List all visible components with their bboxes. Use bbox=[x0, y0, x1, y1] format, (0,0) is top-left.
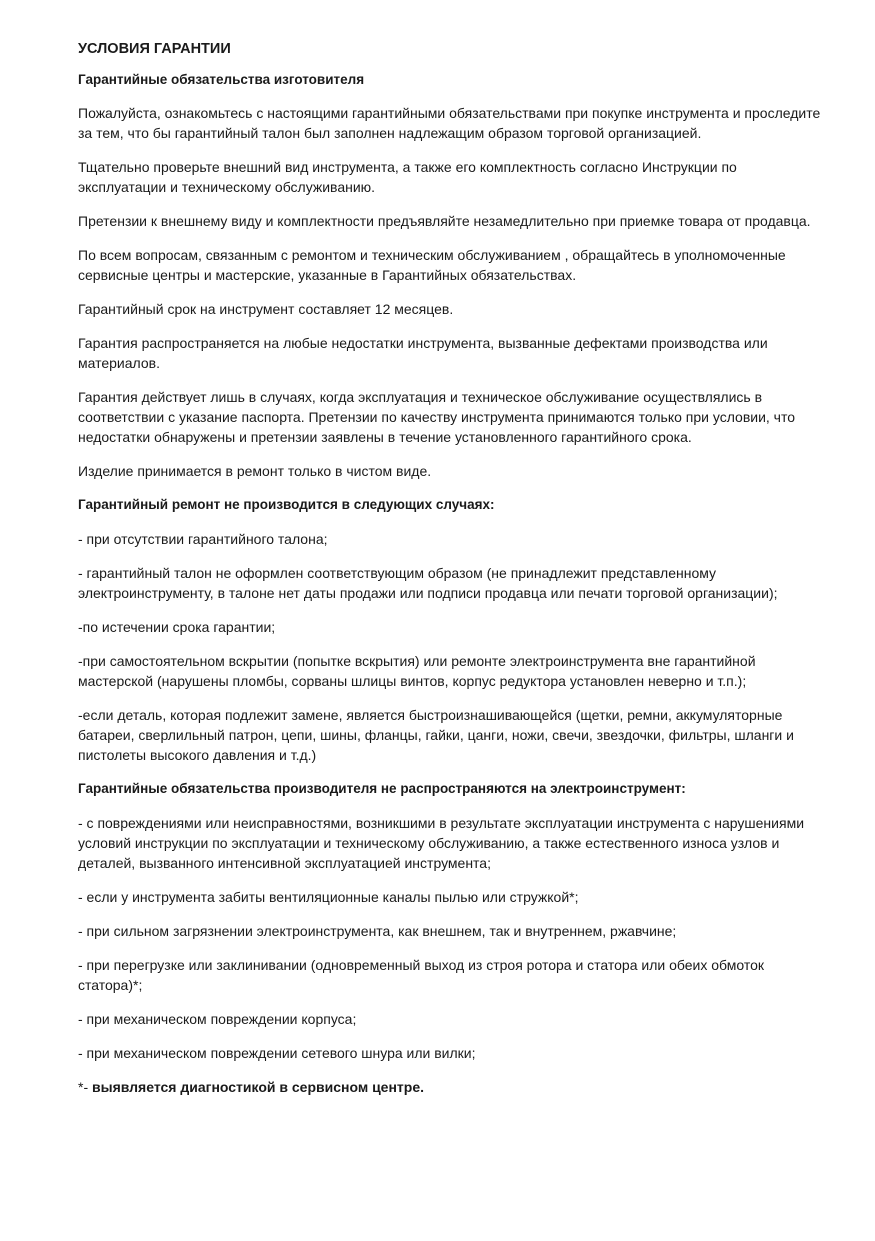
intro-paragraph: Тщательно проверьте внешний вид инструмента, а также его комплектность согласно Инструкции по эксплуатации и техническому обслуживанию. bbox=[78, 159, 737, 195]
list-item: -по истечении срока гарантии; bbox=[78, 619, 276, 635]
intro-paragraph: По всем вопросам, связанным с ремонтом и техническим обслуживанием , обращайтесь в уполномоченные сервисные центры и мастерские, указанные в Гарантийных обязательствах. bbox=[78, 247, 786, 283]
intro-paragraph: Гарантийный срок на инструмент составляет 12 месяцев. bbox=[78, 301, 454, 317]
intro-paragraph: Пожалуйста, ознакомьтесь с настоящими гарантийными обязательствами при покупке инструмента и проследите за тем, что бы гарантийный талон был заполнен надлежащим образом торговой организацией. bbox=[78, 105, 821, 141]
intro-paragraph: Изделие принимается в ремонт только в чистом виде. bbox=[78, 463, 432, 479]
intro-paragraph: Гарантия распространяется на любые недостатки инструмента, вызванные дефектами производства или материалов. bbox=[78, 335, 768, 371]
list-item: -если деталь, которая подлежит замене, является быстроизнашивающейся (щетки, ремни, аккумуляторные батареи, сверлильный патрон, цепи, шины, фланцы, гайки, цанги, ножи, свечи, звездочки, фильтры, шланги и пистолеты высокого давления и т.д.) bbox=[78, 707, 794, 763]
list-item: - при отсутствии гарантийного талона; bbox=[78, 531, 328, 547]
list-item: - если у инструмента забиты вентиляционные каналы пылью или стружкой*; bbox=[78, 889, 579, 905]
footnote-text: выявляется диагностикой в сервисном центре. bbox=[92, 1079, 425, 1095]
warranty-document bbox=[78, 40, 823, 1097]
list-item: - с повреждениями или неисправностями, возникшими в результате эксплуатации инструмента с нарушениями условий инструкции по эксплуатации и техническому обслуживанию, а также естественного износа узлов и деталей, вызванного интенсивной эксплуатацией инструмента; bbox=[78, 815, 805, 871]
section-heading-exclusions: Гарантийные обязательства производителя не распространяются на электроинструмент: bbox=[78, 781, 686, 796]
section-heading-no-warranty-repair: Гарантийный ремонт не производится в следующих случаях: bbox=[78, 497, 495, 512]
list-item: - при перегрузке или заклинивании (одновременный выход из строя ротора и статора или обеих обмоток статора)*; bbox=[78, 957, 765, 993]
intro-paragraph: Претензии к внешнему виду и комплектности предъявляйте незамедлительно при приемке товара от продавца. bbox=[78, 213, 811, 229]
footnote-mark: *- bbox=[78, 1079, 92, 1095]
intro-paragraph: Гарантия действует лишь в случаях, когда эксплуатация и техническое обслуживание осуществлялись в соответствии с указание паспорта. Претензии по качеству инструмента принимаются только при условии, что недостатки обнаружены и претензии заявлены в течение установленного гарантийного срока. bbox=[78, 389, 796, 445]
list-item: -при самостоятельном вскрытии (попытке вскрытия) или ремонте электроинструмента вне гарантийной мастерской (нарушены пломбы, сорваны шлицы винтов, корпус редуктора установлен неверно и т.п.); bbox=[78, 653, 756, 689]
footnote bbox=[78, 1077, 823, 1097]
list-item: - при сильном загрязнении электроинструмента, как внешнем, так и внутреннем, ржавчине; bbox=[78, 923, 677, 939]
list-item: - при механическом повреждении сетевого шнура или вилки; bbox=[78, 1045, 476, 1061]
list-item: - при механическом повреждении корпуса; bbox=[78, 1011, 357, 1027]
document-subtitle: Гарантийные обязательства изготовителя bbox=[78, 72, 365, 87]
document-title: УСЛОВИЯ ГАРАНТИИ bbox=[78, 41, 231, 57]
list-item: - гарантийный талон не оформлен соответствующим образом (не принадлежит представленному электроинструменту, в талоне нет даты продажи или подписи продавца или печати торговой организации); bbox=[78, 565, 778, 601]
